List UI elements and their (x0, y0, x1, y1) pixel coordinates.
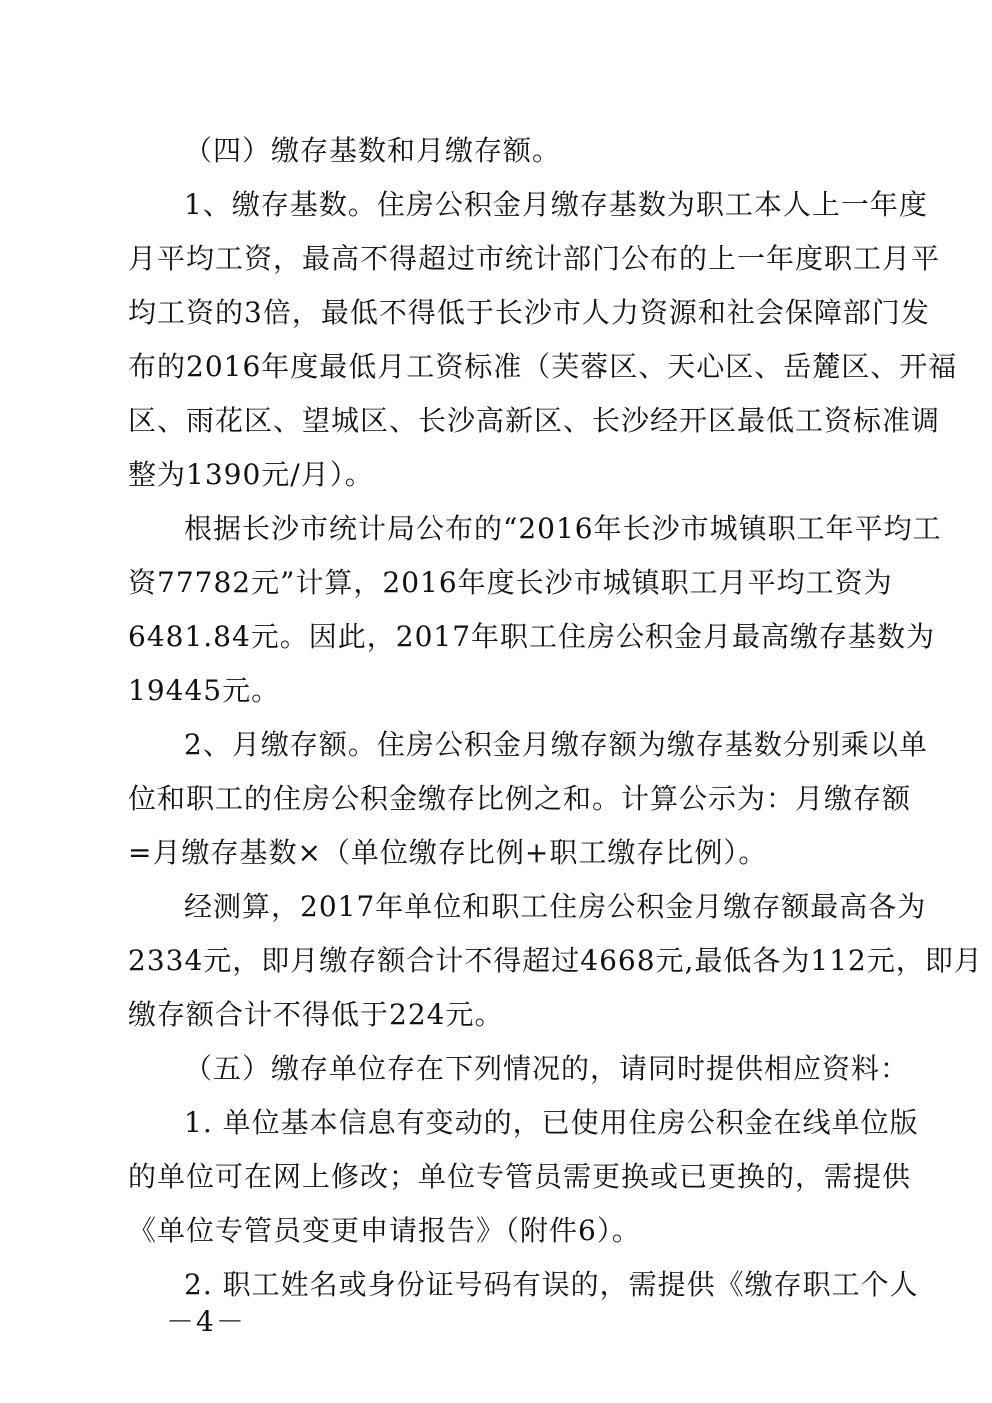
text-line: 根据长沙市统计局公布的“2016年长沙市城镇职工年平均工 (184, 512, 942, 545)
document-body (128, 124, 983, 1312)
text-line: 位和职工的住房公积金缴存比例之和。计算公示为：月缴存额 (128, 782, 912, 815)
text-line: 19445元。 (128, 674, 281, 707)
paragraph-contribution-base (128, 178, 958, 502)
text-line: 经测算，2017年单位和职工住房公积金月缴存额最高各为 (184, 890, 927, 923)
text-line: （五）缴存单位存在下列情况的，请同时提供相应资料： (184, 1052, 910, 1085)
page-number: －4－ (166, 1305, 246, 1338)
paragraph-section-5-heading (128, 1042, 910, 1096)
text-line: 布的2016年度最低月工资标准（芙蓉区、天心区、岳麓区、开福 (128, 350, 958, 383)
text-line: 区、雨花区、望城区、长沙高新区、长沙经开区最低工资标准调 (128, 404, 941, 437)
text-line: 的单位可在网上修改；单位专管员需更换或已更换的，需提供 (128, 1160, 912, 1193)
paragraph-monthly-amount (128, 718, 928, 880)
text-line: 均工资的3倍，最低不得低于长沙市人力资源和社会保障部门发 (128, 296, 930, 329)
text-line: 6481.84元。因此，2017年职工住房公积金月最高缴存基数为 (128, 620, 936, 653)
text-line: =月缴存基数×（单位缴存比例+职工缴存比例）。 (128, 836, 768, 869)
text-line: 2、月缴存额。住房公积金月缴存额为缴存基数分别乘以单 (184, 728, 928, 761)
text-line: 缴存额合计不得低于224元。 (128, 998, 504, 1031)
text-line: （四）缴存基数和月缴存额。 (184, 134, 562, 167)
text-line: 1、缴存基数。住房公积金月缴存基数为职工本人上一年度 (184, 188, 928, 221)
text-line: 资77782元”计算，2016年度长沙市城镇职工月平均工资为 (128, 566, 893, 599)
paragraph-item-1 (128, 1096, 919, 1258)
text-line: 月平均工资，最高不得超过市统计部门公布的上一年度职工月平 (128, 242, 941, 275)
text-line: 2. 职工姓名或身份证号码有误的，需提供《缴存职工个人 (184, 1268, 919, 1301)
text-line: 整为1390元/月）。 (128, 458, 374, 491)
paragraph-calculation-result (128, 880, 983, 1042)
text-line: 《单位专管员变更申请报告》（附件6）。 (128, 1214, 641, 1247)
text-line: 1. 单位基本信息有变动的，已使用住房公积金在线单位版 (184, 1106, 919, 1139)
text-line: 2334元，即月缴存额合计不得超过4668元,最低各为112元，即月 (128, 944, 983, 977)
paragraph-statistics-basis (128, 502, 942, 718)
paragraph-section-4-heading (128, 124, 863, 178)
